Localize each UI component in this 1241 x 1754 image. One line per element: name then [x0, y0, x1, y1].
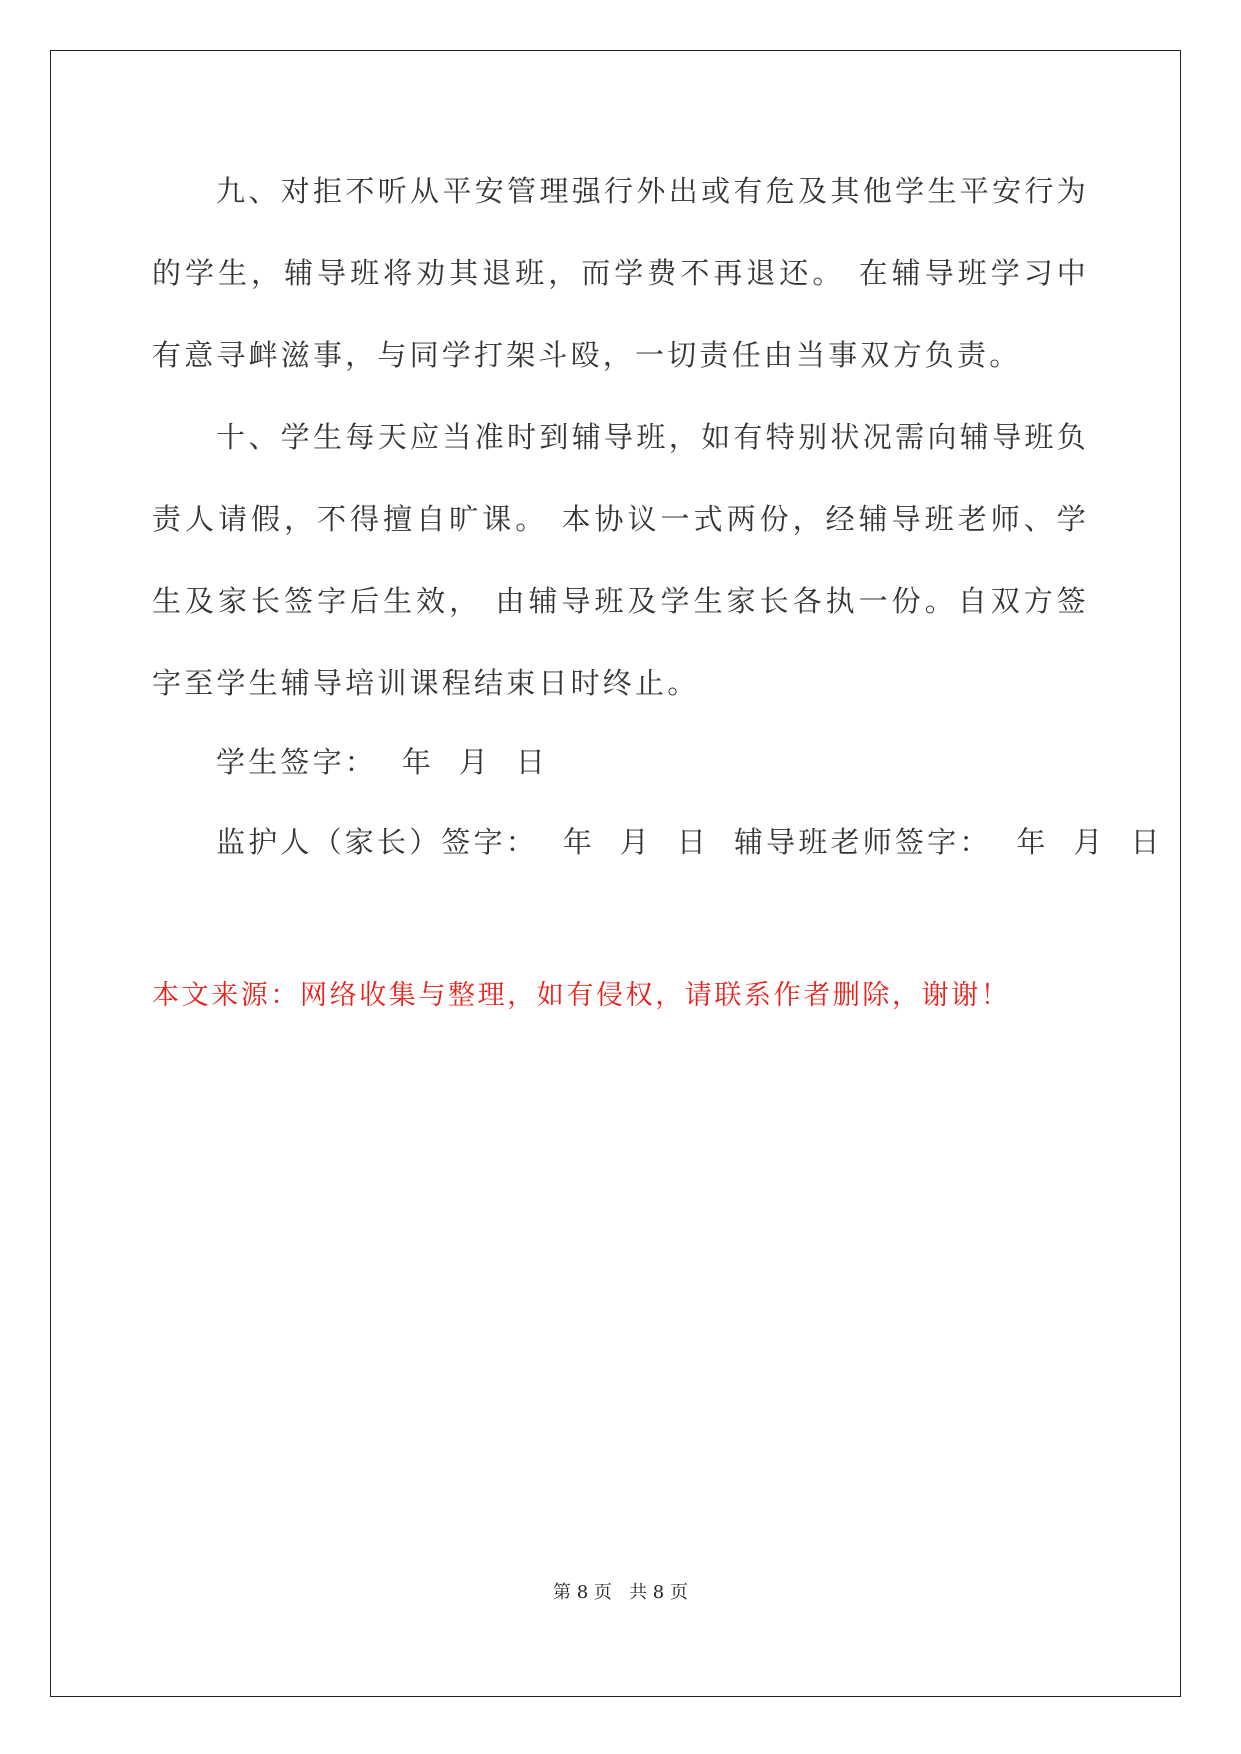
page-number-footer: 第 8 页 共 8 页: [553, 1582, 688, 1603]
paragraph-clause-10: 十、学生每天应当准时到辅导班，如有特别状况需向辅导班负责人请假，不得擅自旷课。 本协议一式两份，经辅导班老师、学生及家长签字后生效， 由辅导班及学生家长各执一份。自双方签字至学生辅导培训课程结束日时终止。: [152, 420, 1089, 700]
student-signature-line: 学生签字： 年 月 日: [216, 745, 549, 779]
paragraph-clause-9: 九、对拒不听从平安管理强行外出或有危及其他学生平安行为的学生，辅导班将劝其退班，而学费不再退还。 在辅导班学习中有意寻衅滋事，与同学打架斗殴，一切责任由当事双方负责。: [152, 174, 1089, 372]
guardian-teacher-signature-line: 监护人（家长）签字： 年 月 日 辅导班老师签字： 年 月 日: [216, 825, 1163, 859]
source-note: 本文来源：网络收集与整理，如有侵权，请联系作者删除，谢谢！: [152, 980, 1011, 1011]
